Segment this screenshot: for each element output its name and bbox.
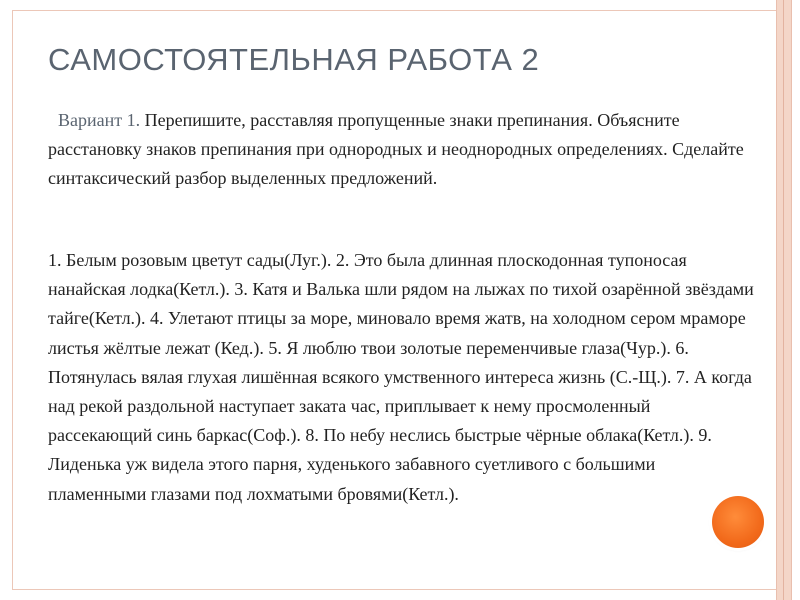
decorative-side-band <box>776 0 792 600</box>
variant-label: Вариант 1. <box>58 110 141 130</box>
slide-title: САМОСТОЯТЕЛЬНАЯ РАБОТА 2 <box>48 42 540 77</box>
task-instructions <box>48 106 748 193</box>
sentences-list: 1. Белым розовым цветут сады(Луг.). 2. Это была длинная плоскодонная тупоносая нанайская лодка(Кетл.). 3. Катя и Валька шли рядом на лыжах по тихой озарённой звёздами тайге(Кетл.). 4. Улетают птицы за море, миновало время жатв, на холодном сером мраморе листья жёлтые лежат (Кед.). 5. Я люблю твои золотые переменчивые глаза(Чур.). 6. Потянулась вялая глухая лишённая всякого умственного интереса жизнь (С.-Щ.). 7. А когда над рекой раздольной наступает заката час, приплывает к нему просмоленный рассекающий синь баркас(Соф.). 8. По небу неслись быстрые чёрные облака(Кетл.). 9. Лиденька уж видела этого парня, худенького забавного суетливого с большими пламенными глазами под лохматыми бровями(Кетл.). <box>48 250 754 504</box>
instructions-text: Перепишите, расставляя пропущенные знаки препинания. Объясните расстановку знаков препинания при однородных и неоднородных определениях. Сделайте синтаксический разбор выделенных предложений. <box>48 110 744 188</box>
decorative-side-line <box>783 0 784 600</box>
orange-circle-decoration <box>712 496 764 548</box>
